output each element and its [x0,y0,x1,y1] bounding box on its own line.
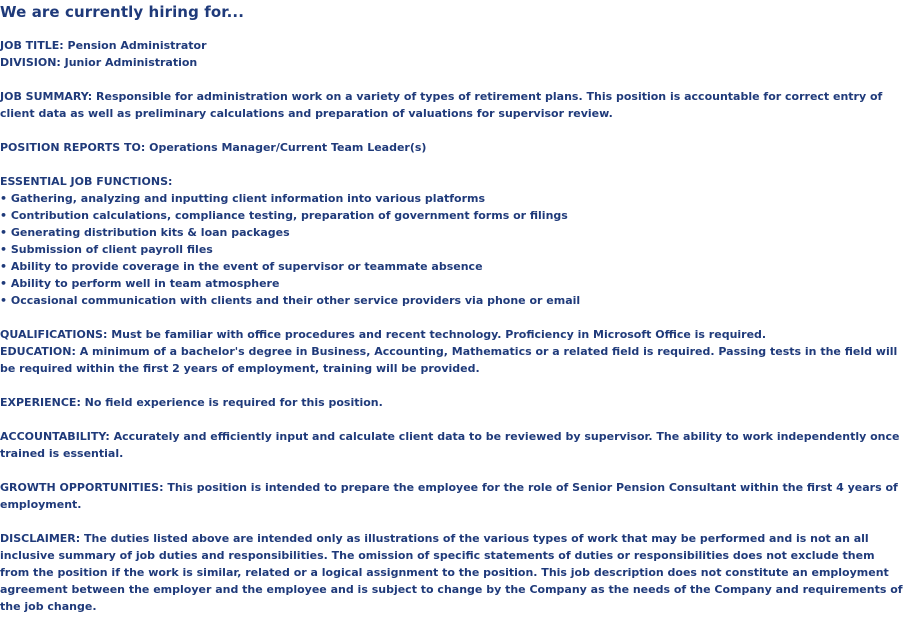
essential-functions-heading: ESSENTIAL JOB FUNCTIONS: [0,175,173,188]
disclaimer: DISCLAIMER: The duties listed above are intended only as illustrations of the various types of work that may be performed and is not an all inclusive summary of job duties and responsibilities. The omission of specific statements of duties or responsibilities does not exclude them from the position if the work is similar, related or a logical assignment to the position. This job description does not constitute an employment agreement between the employer and the employee and is subject to change by the Company as the needs of the Company and requirements of the job change. [0,532,903,613]
spacer [0,377,904,394]
spacer [0,462,904,479]
job-description [0,37,904,615]
essential-function-item: • Generating distribution kits & loan packages [0,226,290,239]
division: DIVISION: Junior Administration [0,56,198,69]
growth-opportunities: GROWTH OPPORTUNITIES: This position is intended to prepare the employee for the role of Senior Pension Consultant within the first 4 years of employment. [0,481,898,511]
essential-function-item: • Gathering, analyzing and inputting client information into various platforms [0,192,486,205]
education: EDUCATION: A minimum of a bachelor's degree in Business, Accounting, Mathematics or a related field is required. Passing tests in the field will be required within the first 2 years of employment, training will be provided. [0,345,898,375]
spacer [0,411,904,428]
reports-to: POSITION REPORTS TO: Operations Manager/Current Team Leader(s) [0,141,427,154]
qualifications: QUALIFICATIONS: Must be familiar with office procedures and recent technology. Proficiency in Microsoft Office is required. [0,328,767,341]
spacer [0,71,904,88]
experience: EXPERIENCE: No field experience is required for this position. [0,396,383,409]
essential-function-item: • Occasional communication with clients and their other service providers via phone or email [0,294,581,307]
essential-function-item: • Ability to provide coverage in the event of supervisor or teammate absence [0,260,483,273]
job-title: JOB TITLE: Pension Administrator [0,39,207,52]
essential-function-item: • Contribution calculations, compliance testing, preparation of government forms or filings [0,209,568,222]
spacer [0,513,904,530]
essential-function-item: • Submission of client payroll files [0,243,213,256]
accountability: ACCOUNTABILITY: Accurately and efficiently input and calculate client data to be reviewed by supervisor. The ability to work independently once trained is essential. [0,430,900,460]
spacer [0,122,904,139]
job-summary: JOB SUMMARY: Responsible for administration work on a variety of types of retirement plans. This position is accountable for correct entry of client data as well as preliminary calculations and preparation of valuations for supervisor review. [0,90,883,120]
spacer [0,156,904,173]
essential-function-item: • Ability to perform well in team atmosphere [0,277,280,290]
page-heading: We are currently hiring for... [0,3,245,21]
spacer [0,309,904,326]
